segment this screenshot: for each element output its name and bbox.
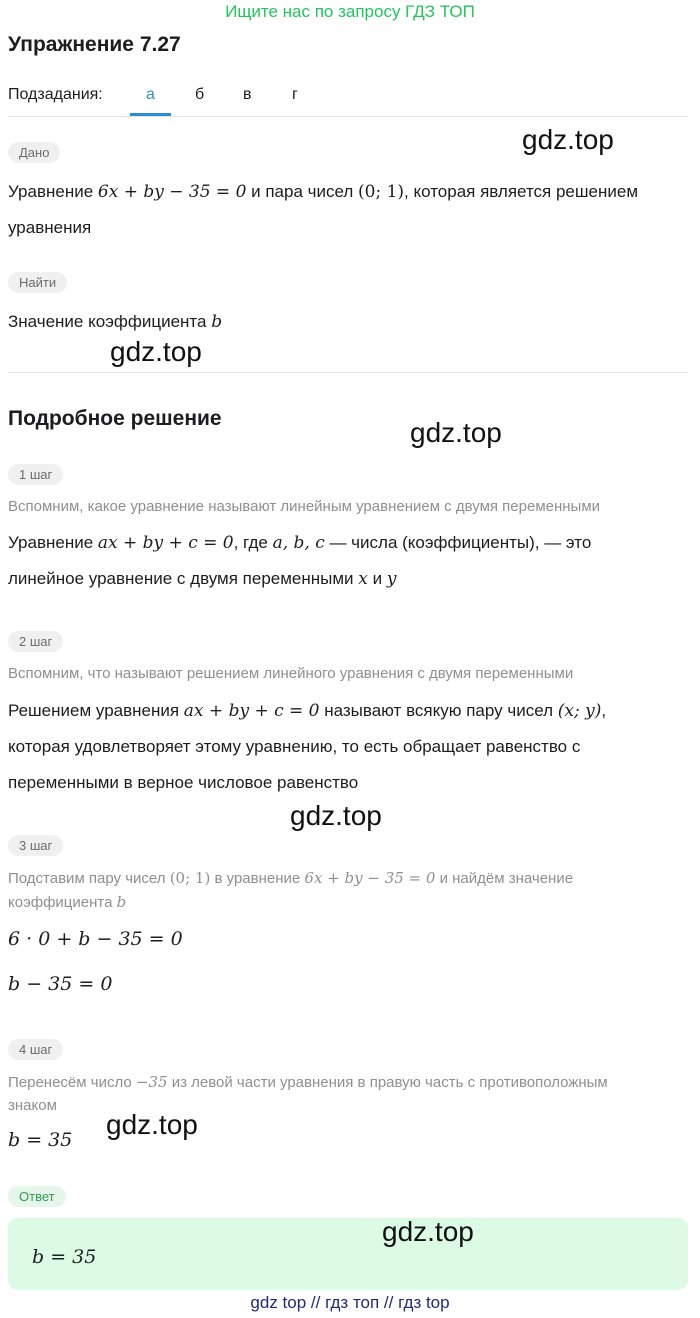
step-4-hint [8, 1071, 608, 1094]
tab-subtask-b[interactable]: б [195, 86, 205, 103]
given-badge-label: Дано [8, 142, 60, 163]
step-1-text-c: — числа (коэффициенты), — это [324, 533, 592, 552]
step-2-line1 [8, 693, 606, 729]
step-1-text-d: линейное уравнение с двумя переменными [8, 569, 359, 588]
step-3-equation-1: 6 · 0 + b − 35 = 0 [8, 928, 183, 950]
tab-subtask-a[interactable]: а [146, 86, 155, 103]
tabs-divider [8, 116, 688, 117]
given-text-after: , которая является решением [404, 182, 639, 201]
step-3-equation-2: b − 35 = 0 [8, 973, 113, 995]
given-pair: (0; 1) [358, 182, 405, 202]
given-text-before: Уравнение [8, 182, 98, 201]
step-2-text-a: Решением уравнения [8, 701, 184, 720]
step-2-badge-label: 2 шаг [8, 631, 63, 652]
step-3-badge-label: 3 шаг [8, 835, 63, 856]
step-4-hint-line2: знаком [8, 1097, 57, 1114]
step-1-text-a: Уравнение [8, 533, 98, 552]
step-4-equation: b = 35 [8, 1129, 73, 1151]
step-2-equation: ax + by + c = 0 [183, 701, 320, 721]
watermark-2: gdz.top [110, 336, 202, 367]
step-2-text-c: , [601, 701, 607, 720]
step-2-text-b: называют всякую пару чисел [319, 701, 558, 720]
step-3-hint-d: коэффициента [8, 894, 117, 911]
step-1-text-b: , где [233, 533, 273, 552]
find-text-label: Значение коэффициента [8, 312, 212, 331]
page-title: Упражнение 7.27 [8, 33, 181, 56]
subtasks-label: Подзадания: [8, 86, 103, 103]
watermark-6: gdz.top [382, 1216, 474, 1247]
step-4-badge [8, 1039, 63, 1060]
step-3-hint-equation: 6x + by − 35 = 0 [304, 869, 436, 887]
watermark-5: gdz.top [106, 1109, 198, 1140]
step-3-hint [8, 867, 573, 890]
find-var: b [211, 312, 223, 332]
step-1-var-x: x [358, 569, 368, 589]
given-badge [8, 142, 60, 163]
step-1-hint: Вспомним, какое уравнение называют линейным уравнением с двумя переменными [8, 498, 601, 515]
step-3-hint-a: Подставим пару чисел [8, 870, 170, 887]
step-4-hint-b: из левой части уравнения в правую часть с противоположным [167, 1074, 608, 1091]
step-1-badge-label: 1 шаг [8, 464, 63, 485]
step-1-equation: ax + by + c = 0 [97, 533, 234, 553]
step-1-line2 [8, 561, 396, 597]
step-4-hint-number: −35 [135, 1073, 168, 1091]
find-text [8, 304, 222, 340]
step-3-hint-line2 [8, 891, 126, 914]
watermark-4: gdz.top [290, 800, 382, 831]
step-1-var-y: y [386, 569, 397, 589]
given-equation: 6x + by − 35 = 0 [97, 182, 247, 202]
step-1-badge [8, 464, 63, 485]
solution-heading: Подробное решение [8, 407, 222, 430]
step-1-vars: a, b, c [272, 533, 325, 553]
step-3-badge [8, 835, 63, 856]
footer-links[interactable]: gdz top // гдз топ // гдз top [250, 1293, 450, 1312]
watermark-3: gdz.top [410, 417, 502, 448]
answer-badge-label: Ответ [8, 1186, 66, 1207]
step-2-badge [8, 631, 63, 652]
step-3-hint-pair: (0; 1) [169, 869, 211, 887]
step-4-hint-a: Перенесём число [8, 1074, 136, 1091]
tab-subtask-v[interactable]: в [243, 86, 252, 103]
answer-badge [8, 1186, 66, 1207]
step-2-line2: которая удовлетворяет этому уравнению, то есть обращает равенство с [8, 737, 581, 756]
step-2-pair: (x; y) [557, 701, 602, 721]
find-badge [8, 272, 67, 293]
step-3-hint-c: и найдём значение [435, 870, 574, 887]
step-2-hint: Вспомним, что называют решением линейного уравнения с двумя переменными [8, 665, 574, 682]
section-divider [8, 372, 688, 373]
step-2-line3: переменными в верное числовое равенство [8, 773, 359, 792]
tab-subtask-g[interactable]: г [292, 86, 298, 103]
answer-box [8, 1218, 688, 1290]
step-1-text-e: и [367, 569, 387, 588]
given-text-line2: уравнения [8, 218, 92, 237]
step-3-hint-b: в уравнение [210, 870, 305, 887]
find-badge-label: Найти [8, 272, 67, 293]
promo-banner: Ищите нас по запросу ГДЗ ТОП [225, 2, 475, 21]
step-4-badge-label: 4 шаг [8, 1039, 63, 1060]
watermark-1: gdz.top [522, 124, 614, 155]
answer-value: b = 35 [32, 1246, 97, 1268]
step-1-line1 [8, 525, 591, 561]
step-3-hint-var: b [116, 893, 127, 911]
given-text-middle: и пара чисел [246, 182, 359, 201]
given-text [8, 174, 693, 210]
